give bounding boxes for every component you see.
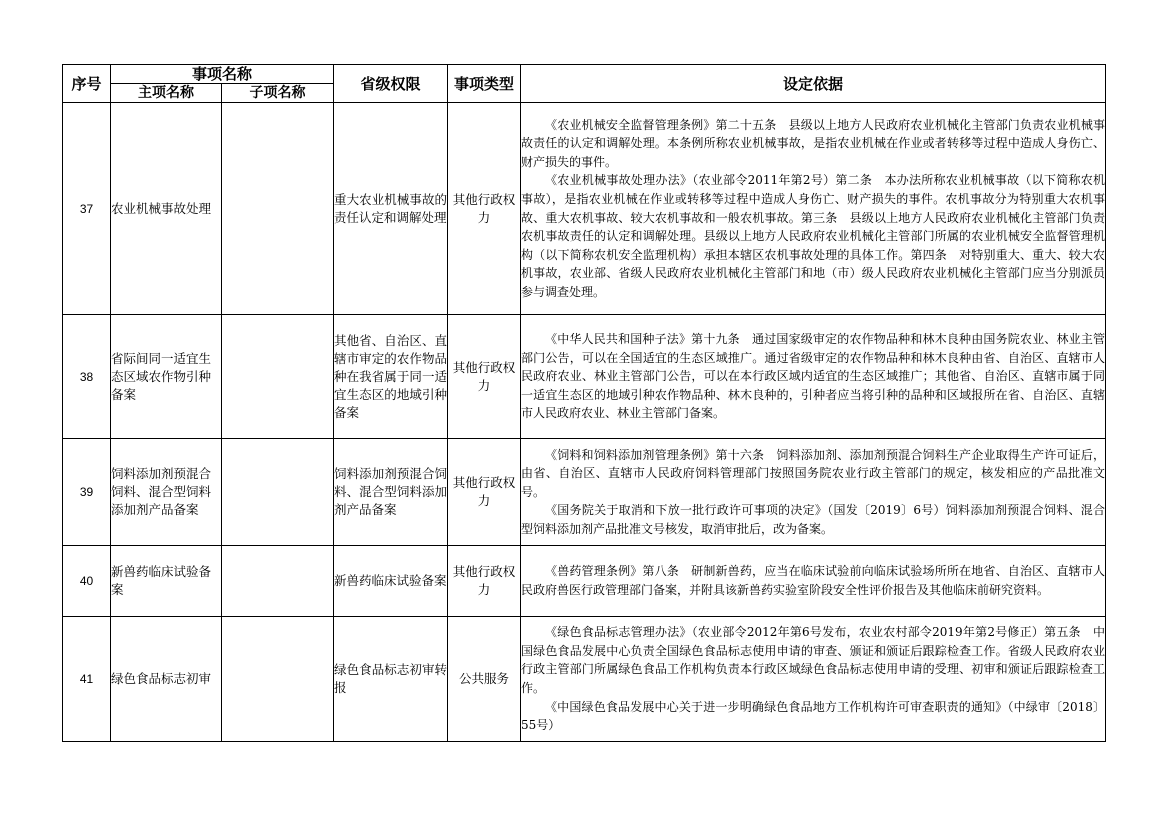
- header-type: 事项类型: [448, 65, 521, 103]
- table-row: [63, 439, 1106, 546]
- row-seq: 41: [63, 617, 111, 742]
- basis-paragraph: 《中国绿色食品发展中心关于进一步明确绿色食品地方工作机构许可审查职责的通知》（中绿审〔2018〕55号）: [521, 699, 1106, 733]
- row-sub-item: [222, 315, 334, 439]
- row-sub-item: [222, 546, 334, 617]
- row-main-item: 新兽药临床试验备案: [111, 546, 222, 617]
- header-basis: 设定依据: [521, 65, 1106, 103]
- row-basis: [521, 546, 1106, 617]
- basis-paragraph: 《饲料和饲料添加剂管理条例》第十六条 饲料添加剂、添加剂预混合饲料生产企业取得生产许可证后，由省、自治区、直辖市人民政府饲料管理部门按照国务院农业行政主管部门的规定，核发相应的产品批准文号。: [521, 447, 1106, 499]
- row-sub-item: [222, 439, 334, 546]
- row-main-item: 农业机械事故处理: [111, 103, 222, 315]
- row-type: 其他行政权力: [448, 315, 521, 439]
- basis-paragraph: 《农业机械事故处理办法》（农业部令2011年第2号）第二条 本办法所称农业机械事故（以下简称农机事故），是指农业机械在作业或转移等过程中造成人身伤亡、财产损失的事件。农机事故分为特别重大农机事故、重大农机事故、较大农机事故和一般农机事故。第三条 县级以上地方人民政府农业机械化主管部门负责农机事故责任的认定和调解处理。县级以上地方人民政府农业机械化主管部门所属的农业机械安全监督管理机构（以下简称农机安全监理机构）承担本辖区农机事故处理的具体工作。第四条 对特别重大、重大、较大农机事故，农业部、省级人民政府农业机械化主管部门和地（市）级人民政府农业机械化主管部门应当分别派员参与调查处理。: [521, 173, 1106, 299]
- basis-paragraph: 《绿色食品标志管理办法》（农业部令2012年第6号发布，农业农村部令2019年第2号修正）第五条 中国绿色食品发展中心负责全国绿色食品标志使用申请的审查、颁证和颁证后跟踪检查工作。省级人民政府农业行政主管部门所属绿色食品工作机构负责本行政区域绿色食品标志使用申请的受理、初审和颁证后跟踪检查工作。: [521, 625, 1106, 695]
- row-authority: 绿色食品标志初审转报: [334, 617, 448, 742]
- row-type: 公共服务: [448, 617, 521, 742]
- row-authority: 新兽药临床试验备案: [334, 546, 448, 617]
- row-seq: 39: [63, 439, 111, 546]
- row-authority: 其他省、自治区、直辖市审定的农作物品种在我省属于同一适宜生态区的地域引种备案: [334, 315, 448, 439]
- table-row: [63, 315, 1106, 439]
- row-type: 其他行政权力: [448, 546, 521, 617]
- row-seq: 40: [63, 546, 111, 617]
- row-basis: [521, 315, 1106, 439]
- row-main-item: 省际间同一适宜生态区域农作物引种备案: [111, 315, 222, 439]
- items-table: [62, 64, 1106, 742]
- row-authority: 重大农业机械事故的责任认定和调解处理: [334, 103, 448, 315]
- row-type: 其他行政权力: [448, 439, 521, 546]
- header-seq: 序号: [63, 65, 111, 103]
- basis-paragraph: 《农业机械安全监督管理条例》第二十五条 县级以上地方人民政府农业机械化主管部门负责农业机械事故责任的认定和调解处理。本条例所称农业机械事故，是指农业机械在作业或者转移等过程中造成人身伤亡、财产损失的事件。: [521, 117, 1106, 169]
- row-type: 其他行政权力: [448, 103, 521, 315]
- basis-paragraph: 《国务院关于取消和下放一批行政许可事项的决定》（国发〔2019〕6号）饲料添加剂预混合饲料、混合型饲料添加剂产品批准文号核发，取消审批后，改为备案。: [521, 503, 1106, 536]
- row-basis: [521, 439, 1106, 546]
- table-row: [63, 103, 1106, 315]
- header-main-item: 主项名称: [111, 84, 222, 103]
- header-sub-item: 子项名称: [222, 84, 334, 103]
- row-main-item: 绿色食品标志初审: [111, 617, 222, 742]
- row-basis: [521, 617, 1106, 742]
- row-seq: 37: [63, 103, 111, 315]
- basis-paragraph: 《兽药管理条例》第八条 研制新兽药，应当在临床试验前向临床试验场所所在地省、自治区、直辖市人民政府兽医行政管理部门备案，并附具该新兽药实验室阶段安全性评价报告及其他临床前研究资料。: [521, 564, 1106, 597]
- row-sub-item: [222, 617, 334, 742]
- basis-paragraph: 《中华人民共和国种子法》第十九条 通过国家级审定的农作物品种和林木良种由国务院农业、林业主管部门公告，可以在全国适宜的生态区域推广。通过省级审定的农作物品种和林木良种由省、自治区、直辖市人民政府农业、林业主管部门公告，可以在本行政区域内适宜的生态区域推广；其他省、自治区、直辖市属于同一适宜生态区的地域引种农作物品种、林木良种的，引种者应当将引种的品种和区域报所在省、自治区、直辖市人民政府农业、林业主管部门备案。: [521, 332, 1106, 421]
- header-authority: 省级权限: [334, 65, 448, 103]
- table-row: [63, 546, 1106, 617]
- row-sub-item: [222, 103, 334, 315]
- row-authority: 饲料添加剂预混合饲料、混合型饲料添加剂产品备案: [334, 439, 448, 546]
- header-item-name: 事项名称: [111, 65, 334, 84]
- row-basis: [521, 103, 1106, 315]
- row-main-item: 饲料添加剂预混合饲料、混合型饲料添加剂产品备案: [111, 439, 222, 546]
- row-seq: 38: [63, 315, 111, 439]
- table-row: [63, 617, 1106, 742]
